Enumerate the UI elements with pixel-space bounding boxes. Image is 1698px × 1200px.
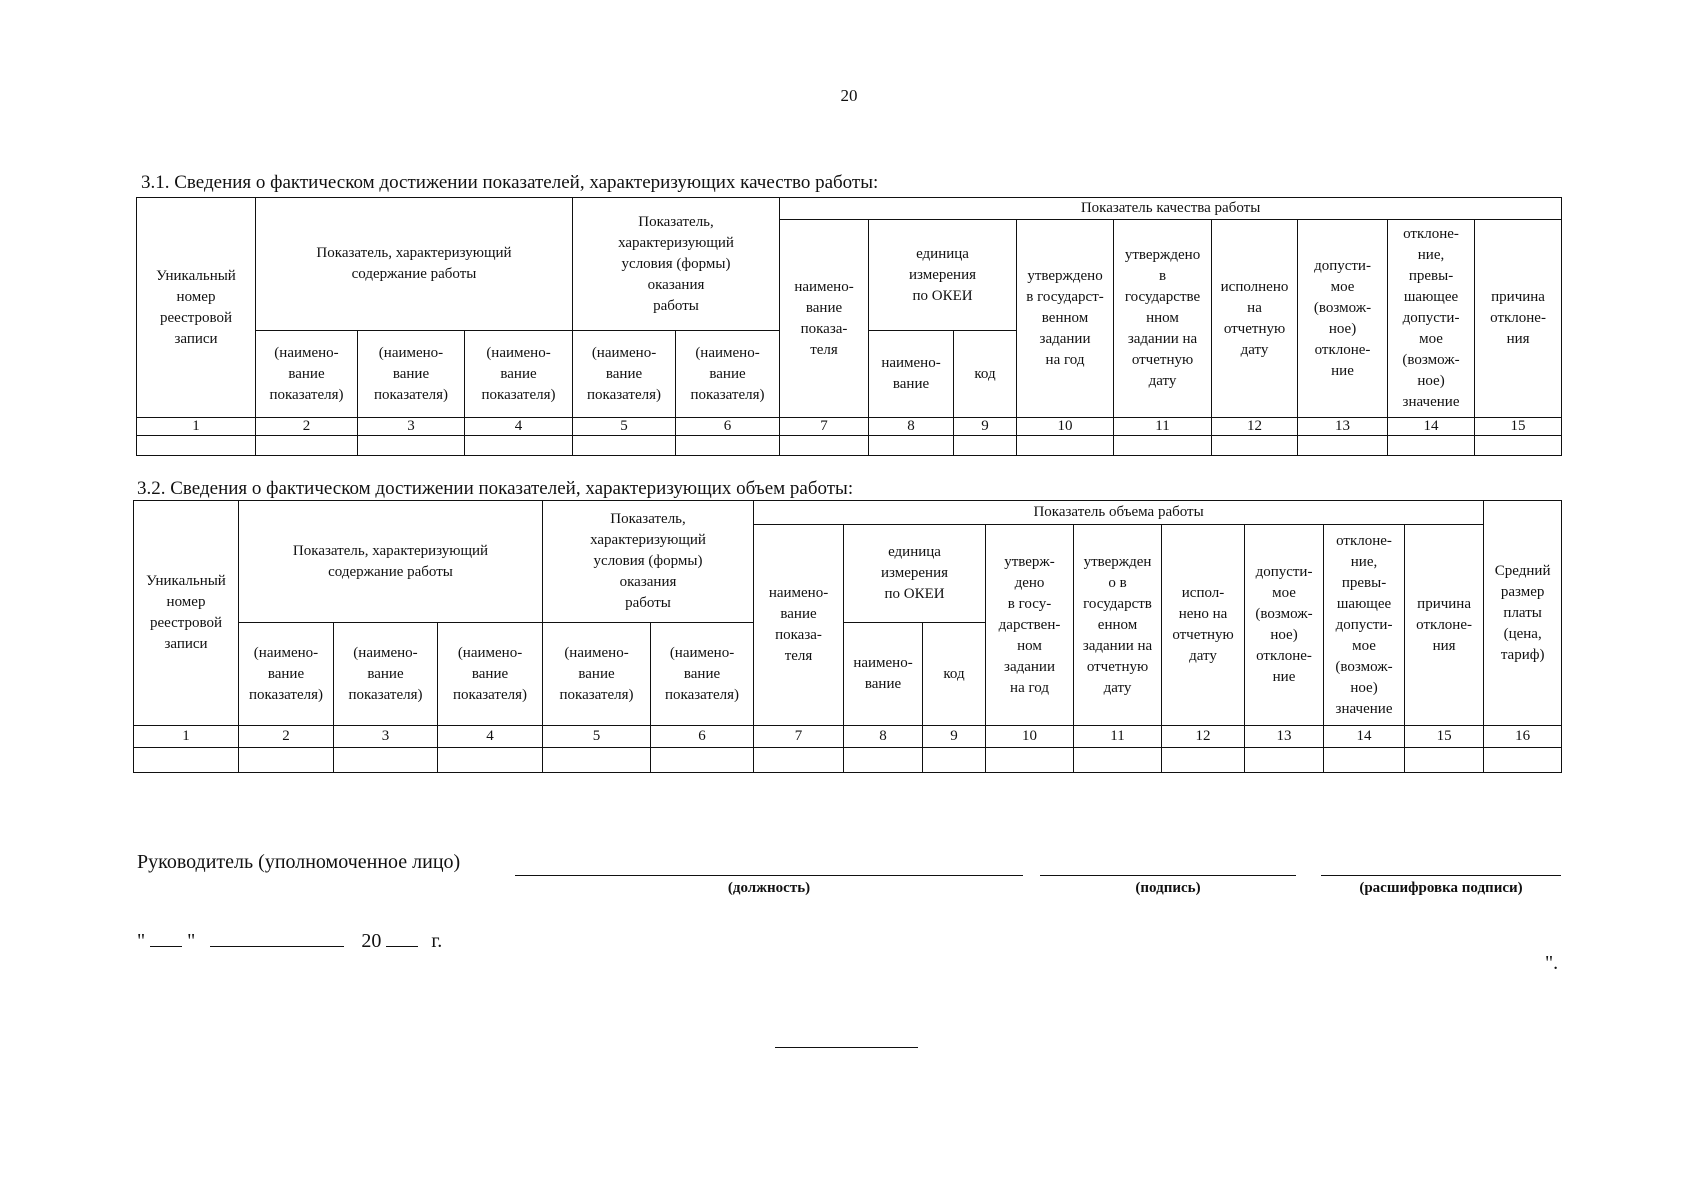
- header-conditions-name-1: (наимено- вание показателя): [543, 623, 651, 726]
- header-okei: единица измерения по ОКЕИ: [869, 220, 1017, 331]
- header-unique-number: Уникальный номер реестровой записи: [137, 198, 256, 418]
- header-content-name-1: (наимено- вание показателя): [239, 623, 334, 726]
- bottom-rule: [775, 1047, 918, 1048]
- signature-line[interactable]: [1040, 875, 1296, 876]
- signature-label: Руководитель (уполномоченное лицо): [137, 851, 461, 873]
- header-indicator-name: наимено- вание показа- теля: [780, 220, 869, 418]
- header-unique-number: Уникальный номер реестровой записи: [134, 501, 239, 726]
- column-number: 12: [1212, 418, 1298, 436]
- column-number: 11: [1114, 418, 1212, 436]
- position-line[interactable]: [515, 875, 1023, 876]
- empty-cell[interactable]: [1298, 436, 1388, 456]
- header-executed: испол- нено на отчетную дату: [1162, 525, 1245, 726]
- column-number: 8: [869, 418, 954, 436]
- column-number: 4: [438, 726, 543, 748]
- header-conditions-indicator: Показатель, характеризующий условия (формы) оказания работы: [573, 198, 780, 331]
- empty-cell[interactable]: [923, 748, 986, 773]
- header-okei-code: код: [923, 623, 986, 726]
- header-approved-year: утверж- дено в госу- дарствен- ном задании на год: [986, 525, 1074, 726]
- column-number: 6: [651, 726, 754, 748]
- empty-cell[interactable]: [986, 748, 1074, 773]
- empty-cell[interactable]: [334, 748, 438, 773]
- column-number: 5: [543, 726, 651, 748]
- empty-cell[interactable]: [1388, 436, 1475, 456]
- header-okei-name: наимено- вание: [869, 331, 954, 418]
- quality-indicators-table: [136, 197, 1562, 456]
- column-number: 13: [1298, 418, 1388, 436]
- header-executed: исполнено на отчетную дату: [1212, 220, 1298, 418]
- header-okei-name: наимено- вание: [844, 623, 923, 726]
- empty-cell[interactable]: [954, 436, 1017, 456]
- empty-cell[interactable]: [1212, 436, 1298, 456]
- signature-caption: (подпись): [1135, 880, 1201, 896]
- column-number: 14: [1324, 726, 1405, 748]
- month-blank[interactable]: [210, 928, 344, 947]
- column-number: 9: [954, 418, 1017, 436]
- empty-cell[interactable]: [869, 436, 954, 456]
- year-suffix: г.: [431, 930, 443, 952]
- header-okei: единица измерения по ОКЕИ: [844, 525, 986, 623]
- table-row: [134, 748, 1562, 773]
- empty-cell[interactable]: [134, 748, 239, 773]
- header-approved-year: утверждено в государст- венном задании на год: [1017, 220, 1114, 418]
- column-number: 10: [1017, 418, 1114, 436]
- header-content-indicator: Показатель, характеризующий содержание работы: [239, 501, 543, 623]
- column-number: 5: [573, 418, 676, 436]
- header-conditions-indicator: Показатель, характеризующий условия (формы) оказания работы: [543, 501, 754, 623]
- header-volume-group: Показатель объема работы: [754, 501, 1484, 525]
- column-number: 14: [1388, 418, 1475, 436]
- header-allowed-deviation: допусти- мое (возмож- ное) отклоне- ние: [1245, 525, 1324, 726]
- header-conditions-name-2: (наимено- вание показателя): [676, 331, 780, 418]
- column-number: 7: [780, 418, 869, 436]
- signature-decode-line[interactable]: [1321, 875, 1561, 876]
- empty-cell[interactable]: [1484, 748, 1562, 773]
- header-deviation-reason: причина отклоне- ния: [1405, 525, 1484, 726]
- header-conditions-name-1: (наимено- вание показателя): [573, 331, 676, 418]
- header-content-name-2: (наимено- вание показателя): [334, 623, 438, 726]
- column-number: 2: [239, 726, 334, 748]
- column-number: 8: [844, 726, 923, 748]
- empty-cell[interactable]: [137, 436, 256, 456]
- column-number: 10: [986, 726, 1074, 748]
- empty-cell[interactable]: [1162, 748, 1245, 773]
- empty-cell[interactable]: [239, 748, 334, 773]
- date-close-quote: ": [187, 930, 196, 952]
- header-approved-date: утвержден о в государств енном задании на отчетную дату: [1074, 525, 1162, 726]
- section-32-title: 3.2. Сведения о фактическом достижении показателей, характеризующих объем работы:: [137, 478, 854, 499]
- header-conditions-name-2: (наимено- вание показателя): [651, 623, 754, 726]
- header-deviation-reason: причина отклоне- ния: [1475, 220, 1562, 418]
- empty-cell[interactable]: [358, 436, 465, 456]
- column-number: 16: [1484, 726, 1562, 748]
- page-number: 20: [840, 86, 858, 105]
- column-number: 1: [134, 726, 239, 748]
- empty-cell[interactable]: [780, 436, 869, 456]
- empty-cell[interactable]: [438, 748, 543, 773]
- year-prefix: 20: [361, 930, 382, 952]
- header-excess-deviation: отклоне- ние, превы- шающее допусти- мое (возмож- ное) значение: [1324, 525, 1405, 726]
- section-31-title: 3.1. Сведения о фактическом достижении показателей, характеризующих качество работы:: [141, 172, 879, 193]
- column-number: 3: [358, 418, 465, 436]
- year-blank[interactable]: [386, 928, 418, 947]
- header-content-name-2: (наимено- вание показателя): [358, 331, 465, 418]
- empty-cell[interactable]: [543, 748, 651, 773]
- header-average-fee: Средний размер платы (цена, тариф): [1484, 501, 1562, 726]
- position-caption: (должность): [727, 880, 811, 896]
- column-number: 3: [334, 726, 438, 748]
- column-number: 6: [676, 418, 780, 436]
- empty-cell[interactable]: [1017, 436, 1114, 456]
- empty-cell[interactable]: [1324, 748, 1405, 773]
- date-row: [137, 928, 442, 953]
- header-quality-group: Показатель качества работы: [780, 198, 1562, 220]
- header-content-name-1: (наимено- вание показателя): [256, 331, 358, 418]
- day-blank[interactable]: [150, 928, 182, 947]
- empty-cell[interactable]: [1405, 748, 1484, 773]
- header-content-name-3: (наимено- вание показателя): [465, 331, 573, 418]
- header-approved-date: утверждено в государстве нном задании на отчетную дату: [1114, 220, 1212, 418]
- header-okei-code: код: [954, 331, 1017, 418]
- signature-decode-caption: (расшифровка подписи): [1359, 880, 1523, 896]
- empty-cell[interactable]: [844, 748, 923, 773]
- column-number: 1: [137, 418, 256, 436]
- empty-cell[interactable]: [1475, 436, 1562, 456]
- header-allowed-deviation: допусти- мое (возмож- ное) отклоне- ние: [1298, 220, 1388, 418]
- empty-cell[interactable]: [1245, 748, 1324, 773]
- date-open-quote: ": [137, 930, 146, 952]
- empty-cell[interactable]: [754, 748, 844, 773]
- column-number: 7: [754, 726, 844, 748]
- column-number: 4: [465, 418, 573, 436]
- empty-cell[interactable]: [573, 436, 676, 456]
- empty-cell[interactable]: [1074, 748, 1162, 773]
- column-number: 12: [1162, 726, 1245, 748]
- empty-cell[interactable]: [651, 748, 754, 773]
- column-number: 13: [1245, 726, 1324, 748]
- column-number: 11: [1074, 726, 1162, 748]
- closing-quote-mark: ".: [1545, 952, 1559, 974]
- empty-cell[interactable]: [676, 436, 780, 456]
- table-row: [137, 436, 1562, 456]
- header-excess-deviation: отклоне- ние, превы- шающее допусти- мое (возмож- ное) значение: [1388, 220, 1475, 418]
- volume-indicators-table: [133, 500, 1562, 773]
- header-indicator-name: наимено- вание показа- теля: [754, 525, 844, 726]
- empty-cell[interactable]: [1114, 436, 1212, 456]
- header-content-name-3: (наимено- вание показателя): [438, 623, 543, 726]
- empty-cell[interactable]: [256, 436, 358, 456]
- empty-cell[interactable]: [465, 436, 573, 456]
- column-number: 15: [1405, 726, 1484, 748]
- header-content-indicator: Показатель, характеризующий содержание работы: [256, 198, 573, 331]
- column-number: 15: [1475, 418, 1562, 436]
- column-number: 2: [256, 418, 358, 436]
- column-number: 9: [923, 726, 986, 748]
